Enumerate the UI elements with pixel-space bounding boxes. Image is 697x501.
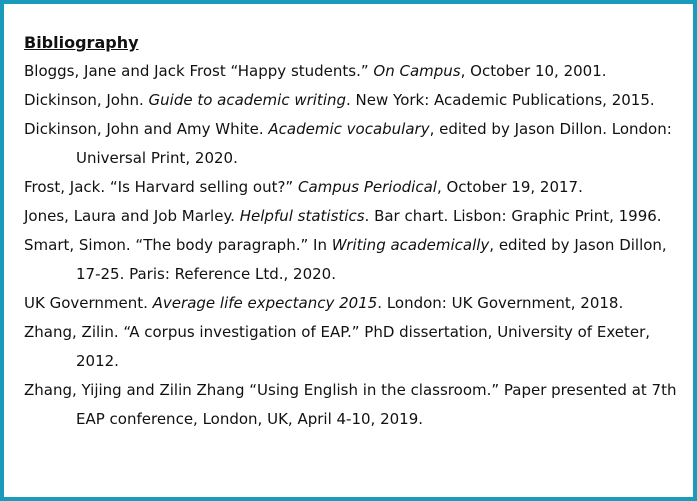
bibliography-entry xyxy=(24,86,689,115)
bibliography-entry xyxy=(24,202,689,231)
entry-text: , edited by Jason Dillon. London: Universal Print, 2020. xyxy=(76,120,672,167)
entry-text: Zhang, Zilin. “A corpus investigation of EAP.” PhD dissertation, University of Exeter, 2012. xyxy=(24,323,651,370)
bibliography-entry xyxy=(24,173,689,202)
entry-title-italic: Average life expectancy 2015 xyxy=(152,294,378,312)
entry-text: Dickinson, John and Amy White. xyxy=(24,120,269,138)
entry-title-italic: On Campus xyxy=(373,62,461,80)
bibliography-entry xyxy=(24,318,689,376)
entry-text: Frost, Jack. “Is Harvard selling out?” xyxy=(24,178,298,196)
entry-text: . New York: Academic Publications, 2015. xyxy=(346,91,655,109)
entry-title-italic: Academic vocabulary xyxy=(268,120,430,138)
entry-text: Smart, Simon. “The body paragraph.” In xyxy=(24,236,332,254)
bibliography-content xyxy=(24,28,689,434)
entry-text: Jones, Laura and Job Marley. xyxy=(24,207,240,225)
bibliography-entry xyxy=(24,57,689,86)
entry-title-italic: Guide to academic writing xyxy=(148,91,347,109)
entry-title-italic: Helpful statistics xyxy=(239,207,365,225)
entry-title-italic: Writing academically xyxy=(331,236,490,254)
entry-title-italic: Campus Periodical xyxy=(297,178,437,196)
bibliography-heading: Bibliography xyxy=(24,33,139,52)
entry-text: , edited by Jason Dillon, 17-25. Paris: Reference Ltd., 2020. xyxy=(76,236,667,283)
entry-text: , October 10, 2001. xyxy=(460,62,607,80)
entry-text: , October 19, 2017. xyxy=(436,178,583,196)
bibliography-entry xyxy=(24,376,689,434)
bibliography-entry xyxy=(24,115,689,173)
entry-text: . Bar chart. Lisbon: Graphic Print, 1996. xyxy=(364,207,662,225)
entry-text: Bloggs, Jane and Jack Frost “Happy students.” xyxy=(24,62,374,80)
entry-text: Dickinson, John. xyxy=(24,91,149,109)
bibliography-entry xyxy=(24,231,689,289)
entry-text: Zhang, Yijing and Zilin Zhang “Using English in the classroom.” Paper presented at 7th EAP conference, London, UK, April 4-10, 2019. xyxy=(24,381,677,428)
entry-text: . London: UK Government, 2018. xyxy=(377,294,624,312)
bibliography-entry xyxy=(24,289,689,318)
entry-text: UK Government. xyxy=(24,294,153,312)
